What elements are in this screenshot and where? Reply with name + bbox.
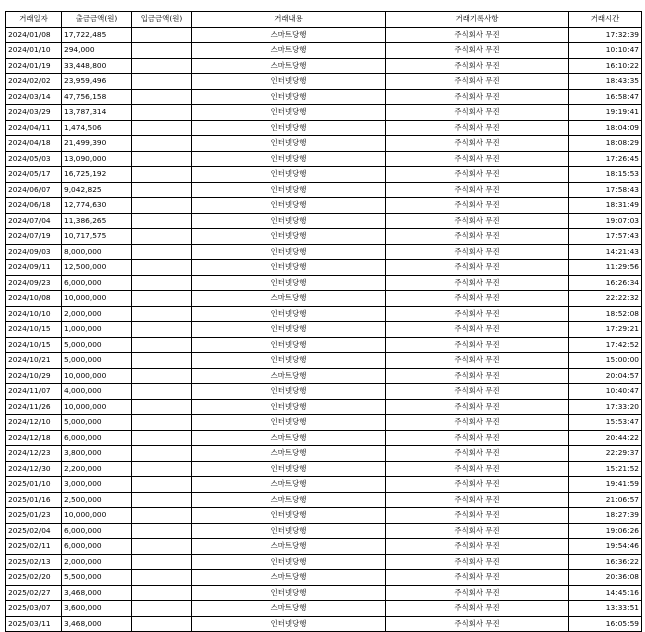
cell-time: 19:41:59 [569, 477, 642, 493]
cell-deposit [132, 58, 192, 74]
table-row [6, 58, 642, 74]
cell-description: 인터넷당행 [192, 337, 386, 353]
cell-memo: 주식회사 무진 [386, 446, 569, 462]
cell-description: 인터넷당행 [192, 306, 386, 322]
table-row [6, 399, 642, 415]
cell-time: 15:21:52 [569, 461, 642, 477]
cell-date: 2024/06/07 [6, 182, 62, 198]
cell-date: 2024/02/02 [6, 74, 62, 90]
cell-memo: 주식회사 무진 [386, 291, 569, 307]
cell-withdrawal: 9,042,825 [62, 182, 132, 198]
cell-memo: 주식회사 무진 [386, 415, 569, 431]
table-row [6, 213, 642, 229]
cell-deposit [132, 337, 192, 353]
cell-memo: 주식회사 무진 [386, 105, 569, 121]
cell-deposit [132, 182, 192, 198]
table-row [6, 461, 642, 477]
cell-time: 19:19:41 [569, 105, 642, 121]
cell-memo: 주식회사 무진 [386, 601, 569, 617]
cell-description: 인터넷당행 [192, 384, 386, 400]
cell-date: 2024/12/18 [6, 430, 62, 446]
table-row [6, 523, 642, 539]
cell-memo: 주식회사 무진 [386, 198, 569, 214]
cell-withdrawal: 17,722,485 [62, 27, 132, 43]
cell-description: 인터넷당행 [192, 74, 386, 90]
cell-time: 17:32:39 [569, 27, 642, 43]
table-row [6, 430, 642, 446]
header-memo: 거래기록사항 [386, 12, 569, 28]
cell-date: 2024/01/08 [6, 27, 62, 43]
cell-date: 2025/02/27 [6, 585, 62, 601]
cell-memo: 주식회사 무진 [386, 167, 569, 183]
cell-description: 인터넷당행 [192, 260, 386, 276]
cell-time: 18:04:09 [569, 120, 642, 136]
cell-time: 16:26:34 [569, 275, 642, 291]
cell-deposit [132, 415, 192, 431]
cell-withdrawal: 6,000,000 [62, 539, 132, 555]
cell-time: 20:04:57 [569, 368, 642, 384]
table-row [6, 120, 642, 136]
cell-date: 2024/03/14 [6, 89, 62, 105]
table-row [6, 105, 642, 121]
cell-memo: 주식회사 무진 [386, 136, 569, 152]
table-row [6, 74, 642, 90]
cell-description: 인터넷당행 [192, 244, 386, 260]
cell-date: 2025/02/11 [6, 539, 62, 555]
cell-time: 19:07:03 [569, 213, 642, 229]
table-row [6, 167, 642, 183]
cell-memo: 주식회사 무진 [386, 554, 569, 570]
table-row [6, 306, 642, 322]
cell-withdrawal: 3,600,000 [62, 601, 132, 617]
cell-deposit [132, 136, 192, 152]
cell-description: 인터넷당행 [192, 461, 386, 477]
cell-memo: 주식회사 무진 [386, 384, 569, 400]
cell-withdrawal: 5,000,000 [62, 353, 132, 369]
table-row [6, 616, 642, 632]
cell-withdrawal: 5,500,000 [62, 570, 132, 586]
cell-time: 17:33:20 [569, 399, 642, 415]
cell-description: 인터넷당행 [192, 585, 386, 601]
cell-memo: 주식회사 무진 [386, 508, 569, 524]
cell-description: 스마트당행 [192, 27, 386, 43]
cell-deposit [132, 151, 192, 167]
table-row [6, 27, 642, 43]
header-description: 거래내용 [192, 12, 386, 28]
table-row [6, 554, 642, 570]
cell-memo: 주식회사 무진 [386, 539, 569, 555]
cell-deposit [132, 353, 192, 369]
cell-date: 2024/10/08 [6, 291, 62, 307]
cell-date: 2025/03/07 [6, 601, 62, 617]
cell-memo: 주식회사 무진 [386, 585, 569, 601]
table-row [6, 384, 642, 400]
cell-deposit [132, 384, 192, 400]
cell-description: 스마트당행 [192, 570, 386, 586]
cell-description: 스마트당행 [192, 492, 386, 508]
cell-description: 인터넷당행 [192, 554, 386, 570]
cell-deposit [132, 523, 192, 539]
cell-description: 스마트당행 [192, 477, 386, 493]
cell-deposit [132, 74, 192, 90]
cell-description: 인터넷당행 [192, 167, 386, 183]
cell-memo: 주식회사 무진 [386, 27, 569, 43]
cell-description: 인터넷당행 [192, 120, 386, 136]
cell-time: 17:29:21 [569, 322, 642, 338]
cell-description: 인터넷당행 [192, 136, 386, 152]
cell-memo: 주식회사 무진 [386, 523, 569, 539]
cell-time: 19:06:26 [569, 523, 642, 539]
cell-deposit [132, 585, 192, 601]
cell-date: 2025/03/11 [6, 616, 62, 632]
table-row [6, 415, 642, 431]
cell-time: 19:54:46 [569, 539, 642, 555]
cell-deposit [132, 198, 192, 214]
table-row [6, 446, 642, 462]
cell-deposit [132, 322, 192, 338]
header-deposit: 입금금액(원) [132, 12, 192, 28]
cell-withdrawal: 1,474,506 [62, 120, 132, 136]
cell-date: 2024/12/10 [6, 415, 62, 431]
cell-date: 2024/10/10 [6, 306, 62, 322]
cell-deposit [132, 167, 192, 183]
cell-deposit [132, 461, 192, 477]
cell-deposit [132, 616, 192, 632]
cell-date: 2024/04/18 [6, 136, 62, 152]
cell-description: 인터넷당행 [192, 523, 386, 539]
cell-date: 2024/10/15 [6, 337, 62, 353]
cell-time: 20:36:08 [569, 570, 642, 586]
cell-description: 스마트당행 [192, 430, 386, 446]
table-row [6, 198, 642, 214]
cell-time: 21:06:57 [569, 492, 642, 508]
cell-date: 2024/12/23 [6, 446, 62, 462]
cell-time: 11:29:56 [569, 260, 642, 276]
cell-date: 2025/01/10 [6, 477, 62, 493]
cell-memo: 주식회사 무진 [386, 89, 569, 105]
cell-date: 2025/02/13 [6, 554, 62, 570]
cell-memo: 주식회사 무진 [386, 275, 569, 291]
cell-time: 22:29:37 [569, 446, 642, 462]
table-row [6, 244, 642, 260]
cell-deposit [132, 120, 192, 136]
cell-deposit [132, 275, 192, 291]
table-row [6, 89, 642, 105]
cell-time: 18:27:39 [569, 508, 642, 524]
cell-description: 인터넷당행 [192, 182, 386, 198]
cell-date: 2024/03/29 [6, 105, 62, 121]
cell-deposit [132, 430, 192, 446]
cell-date: 2024/10/15 [6, 322, 62, 338]
cell-deposit [132, 291, 192, 307]
cell-deposit [132, 601, 192, 617]
cell-withdrawal: 2,000,000 [62, 306, 132, 322]
cell-time: 10:10:47 [569, 43, 642, 59]
cell-date: 2024/10/29 [6, 368, 62, 384]
cell-date: 2024/10/21 [6, 353, 62, 369]
table-row [6, 601, 642, 617]
cell-memo: 주식회사 무진 [386, 182, 569, 198]
cell-memo: 주식회사 무진 [386, 244, 569, 260]
cell-description: 인터넷당행 [192, 89, 386, 105]
cell-date: 2024/11/07 [6, 384, 62, 400]
cell-date: 2024/09/23 [6, 275, 62, 291]
cell-memo: 주식회사 무진 [386, 337, 569, 353]
table-row [6, 508, 642, 524]
cell-time: 14:21:43 [569, 244, 642, 260]
cell-withdrawal: 5,000,000 [62, 337, 132, 353]
cell-description: 인터넷당행 [192, 198, 386, 214]
cell-withdrawal: 21,499,390 [62, 136, 132, 152]
cell-deposit [132, 570, 192, 586]
cell-memo: 주식회사 무진 [386, 43, 569, 59]
table-row [6, 291, 642, 307]
table-row [6, 136, 642, 152]
cell-date: 2024/06/18 [6, 198, 62, 214]
cell-time: 15:00:00 [569, 353, 642, 369]
cell-memo: 주식회사 무진 [386, 353, 569, 369]
cell-date: 2025/02/04 [6, 523, 62, 539]
cell-date: 2024/09/03 [6, 244, 62, 260]
cell-withdrawal: 12,774,630 [62, 198, 132, 214]
cell-date: 2024/01/19 [6, 58, 62, 74]
table-body [6, 27, 642, 632]
header-row [6, 12, 642, 28]
cell-description: 스마트당행 [192, 368, 386, 384]
cell-description: 인터넷당행 [192, 151, 386, 167]
cell-withdrawal: 8,000,000 [62, 244, 132, 260]
cell-withdrawal: 13,787,314 [62, 105, 132, 121]
header-withdrawal: 출금금액(원) [62, 12, 132, 28]
cell-withdrawal: 3,800,000 [62, 446, 132, 462]
table-row [6, 322, 642, 338]
cell-deposit [132, 554, 192, 570]
cell-withdrawal: 6,000,000 [62, 523, 132, 539]
table-row [6, 368, 642, 384]
cell-description: 스마트당행 [192, 446, 386, 462]
table-row [6, 151, 642, 167]
cell-withdrawal: 10,000,000 [62, 399, 132, 415]
cell-withdrawal: 33,448,800 [62, 58, 132, 74]
cell-time: 14:45:16 [569, 585, 642, 601]
cell-description: 인터넷당행 [192, 275, 386, 291]
cell-date: 2024/05/03 [6, 151, 62, 167]
cell-description: 스마트당행 [192, 291, 386, 307]
cell-deposit [132, 477, 192, 493]
cell-description: 스마트당행 [192, 58, 386, 74]
cell-deposit [132, 446, 192, 462]
cell-deposit [132, 213, 192, 229]
cell-time: 18:43:35 [569, 74, 642, 90]
cell-memo: 주식회사 무진 [386, 368, 569, 384]
cell-date: 2025/02/20 [6, 570, 62, 586]
cell-deposit [132, 539, 192, 555]
table-row [6, 477, 642, 493]
cell-deposit [132, 27, 192, 43]
cell-date: 2024/07/19 [6, 229, 62, 245]
cell-deposit [132, 399, 192, 415]
cell-description: 인터넷당행 [192, 399, 386, 415]
cell-date: 2025/01/16 [6, 492, 62, 508]
cell-description: 인터넷당행 [192, 322, 386, 338]
cell-time: 18:08:29 [569, 136, 642, 152]
cell-deposit [132, 244, 192, 260]
table-row [6, 570, 642, 586]
cell-deposit [132, 306, 192, 322]
cell-description: 인터넷당행 [192, 415, 386, 431]
table-row [6, 353, 642, 369]
cell-time: 15:53:47 [569, 415, 642, 431]
cell-time: 13:33:51 [569, 601, 642, 617]
cell-withdrawal: 11,386,265 [62, 213, 132, 229]
cell-withdrawal: 3,468,000 [62, 616, 132, 632]
cell-description: 스마트당행 [192, 43, 386, 59]
header-time: 거래시간 [569, 12, 642, 28]
cell-withdrawal: 13,090,000 [62, 151, 132, 167]
cell-memo: 주식회사 무진 [386, 430, 569, 446]
cell-time: 16:58:47 [569, 89, 642, 105]
cell-time: 18:15:53 [569, 167, 642, 183]
cell-withdrawal: 47,756,158 [62, 89, 132, 105]
cell-withdrawal: 1,000,000 [62, 322, 132, 338]
cell-date: 2024/05/17 [6, 167, 62, 183]
cell-memo: 주식회사 무진 [386, 120, 569, 136]
table-row [6, 539, 642, 555]
cell-memo: 주식회사 무진 [386, 399, 569, 415]
cell-memo: 주식회사 무진 [386, 306, 569, 322]
cell-deposit [132, 229, 192, 245]
table-row [6, 229, 642, 245]
cell-deposit [132, 508, 192, 524]
cell-withdrawal: 5,000,000 [62, 415, 132, 431]
cell-description: 인터넷당행 [192, 105, 386, 121]
cell-withdrawal: 3,000,000 [62, 477, 132, 493]
cell-time: 10:40:47 [569, 384, 642, 400]
cell-description: 인터넷당행 [192, 353, 386, 369]
cell-description: 스마트당행 [192, 539, 386, 555]
cell-withdrawal: 6,000,000 [62, 430, 132, 446]
cell-description: 스마트당행 [192, 601, 386, 617]
cell-time: 20:44:22 [569, 430, 642, 446]
cell-time: 18:31:49 [569, 198, 642, 214]
cell-withdrawal: 23,959,496 [62, 74, 132, 90]
cell-withdrawal: 10,717,575 [62, 229, 132, 245]
table-row [6, 43, 642, 59]
cell-time: 17:57:43 [569, 229, 642, 245]
transaction-table [5, 11, 642, 632]
cell-memo: 주식회사 무진 [386, 58, 569, 74]
cell-date: 2024/12/30 [6, 461, 62, 477]
table-row [6, 585, 642, 601]
cell-description: 인터넷당행 [192, 229, 386, 245]
cell-withdrawal: 16,725,192 [62, 167, 132, 183]
cell-memo: 주식회사 무진 [386, 477, 569, 493]
cell-withdrawal: 12,500,000 [62, 260, 132, 276]
cell-deposit [132, 492, 192, 508]
cell-time: 16:36:22 [569, 554, 642, 570]
cell-memo: 주식회사 무진 [386, 492, 569, 508]
cell-memo: 주식회사 무진 [386, 616, 569, 632]
cell-description: 인터넷당행 [192, 508, 386, 524]
cell-time: 17:42:52 [569, 337, 642, 353]
cell-withdrawal: 2,000,000 [62, 554, 132, 570]
cell-memo: 주식회사 무진 [386, 461, 569, 477]
cell-withdrawal: 4,000,000 [62, 384, 132, 400]
cell-withdrawal: 3,468,000 [62, 585, 132, 601]
cell-description: 인터넷당행 [192, 616, 386, 632]
cell-time: 18:52:08 [569, 306, 642, 322]
cell-withdrawal: 10,000,000 [62, 291, 132, 307]
cell-deposit [132, 105, 192, 121]
cell-deposit [132, 43, 192, 59]
cell-withdrawal: 6,000,000 [62, 275, 132, 291]
table-row [6, 275, 642, 291]
cell-date: 2024/09/11 [6, 260, 62, 276]
table-row [6, 337, 642, 353]
cell-memo: 주식회사 무진 [386, 74, 569, 90]
cell-deposit [132, 368, 192, 384]
table-row [6, 260, 642, 276]
cell-date: 2024/07/04 [6, 213, 62, 229]
cell-time: 16:10:22 [569, 58, 642, 74]
cell-date: 2024/04/11 [6, 120, 62, 136]
cell-memo: 주식회사 무진 [386, 260, 569, 276]
cell-withdrawal: 294,000 [62, 43, 132, 59]
cell-memo: 주식회사 무진 [386, 570, 569, 586]
cell-deposit [132, 89, 192, 105]
cell-withdrawal: 2,500,000 [62, 492, 132, 508]
cell-time: 22:22:32 [569, 291, 642, 307]
cell-deposit [132, 260, 192, 276]
cell-time: 17:58:43 [569, 182, 642, 198]
cell-memo: 주식회사 무진 [386, 213, 569, 229]
cell-withdrawal: 2,200,000 [62, 461, 132, 477]
cell-time: 17:26:45 [569, 151, 642, 167]
cell-description: 인터넷당행 [192, 213, 386, 229]
cell-memo: 주식회사 무진 [386, 229, 569, 245]
cell-memo: 주식회사 무진 [386, 322, 569, 338]
cell-date: 2024/11/26 [6, 399, 62, 415]
cell-date: 2024/01/10 [6, 43, 62, 59]
cell-withdrawal: 10,000,000 [62, 508, 132, 524]
header-date: 거래일자 [6, 12, 62, 28]
table-row [6, 182, 642, 198]
table-row [6, 492, 642, 508]
cell-date: 2025/01/23 [6, 508, 62, 524]
cell-withdrawal: 10,000,000 [62, 368, 132, 384]
cell-time: 16:05:59 [569, 616, 642, 632]
cell-memo: 주식회사 무진 [386, 151, 569, 167]
